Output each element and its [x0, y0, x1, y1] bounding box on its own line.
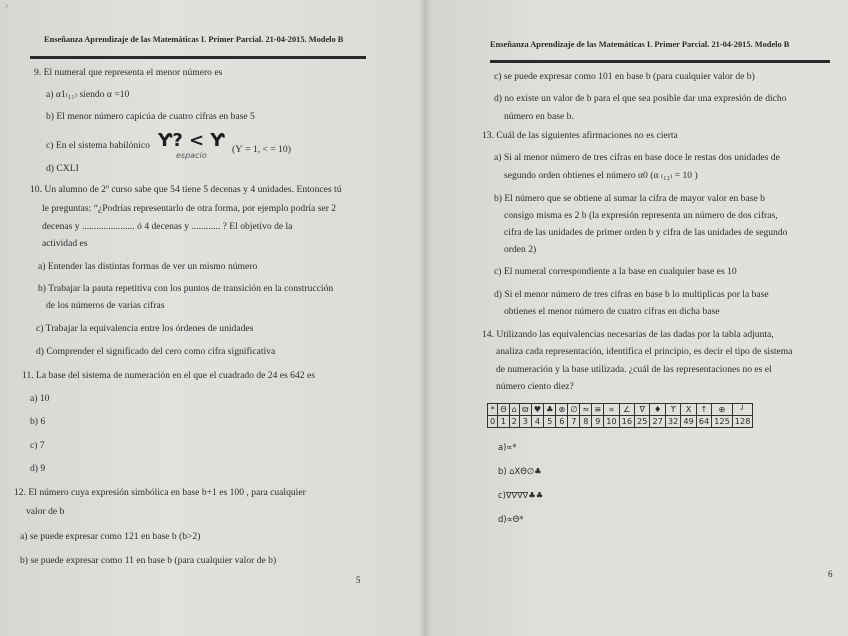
table-symbol-cell: Θ [498, 404, 509, 416]
q14-line4: número ciento diez? [496, 381, 574, 392]
q14-option-b: b) ⌂XΘ∅♣ [498, 466, 542, 476]
q10-line1: 10. Un alumno de 2º curso sabe que 54 tiene 5 decenas y 4 unidades. Entonces tú [30, 184, 342, 195]
table-value-cell: 10 [604, 416, 619, 428]
table-value-cell: 0 [488, 416, 498, 428]
q10-line4: actividad es [42, 238, 88, 249]
q12-option-a: a) se puede expresar como 121 en base b (b>2) [20, 531, 201, 542]
babylonian-symbols: Ƴ? < Ƴ [158, 130, 225, 151]
q14-line2: analiza cada representación, identifica el principio, es decir el tipo de sistema [496, 346, 793, 357]
q11-option-b: b) 6 [30, 416, 46, 427]
table-symbol-cell: ♦ [650, 404, 665, 416]
table-symbol-cell: ∝ [604, 404, 619, 416]
table-value-cell: 8 [580, 416, 592, 428]
table-value-cell: 125 [712, 416, 733, 428]
q10-line3: decenas y ...................... ó 4 decenas y ............ ? El objetivo de la [42, 221, 293, 232]
right-page [424, 0, 848, 636]
table-value-cell: 4 [531, 416, 543, 428]
q14-option-d: d)∝Θ* [498, 514, 524, 524]
q14-line3: de numeración y la base utilizada. ¿cuál de las representaciones no es el [496, 364, 772, 375]
q10-option-d: d) Comprender el significado del cero como cifra significativa [36, 346, 276, 357]
table-symbol-cell: ┘ [732, 404, 753, 416]
q13-option-a1: a) Si al menor número de tres cifras en base doce le restas dos unidades de [494, 152, 780, 163]
table-value-cell: 27 [650, 416, 665, 428]
table-symbol-cell: * [488, 404, 498, 416]
q12-line1: 12. El número cuya expresión simbólica en base b+1 es 100 , para cualquier [14, 487, 306, 498]
table-value-cell: 49 [681, 416, 696, 428]
q13-option-c: c) El numeral correspondiente a la base en cualquier base es 10 [494, 266, 737, 277]
q9-option-d: d) CXLI [46, 163, 79, 174]
q13-option-b3: cifra de las unidades de primer orden b y cifra de las unidades de segundo [504, 227, 788, 238]
table-value-cell: 32 [665, 416, 680, 428]
table-symbol-cell: ♣ [544, 404, 556, 416]
q12-line2: valor de b [26, 506, 65, 517]
table-value-cell: 6 [556, 416, 568, 428]
q9-option-b: b) El menor número capicúa de cuatro cifras en base 5 [46, 111, 255, 122]
q9-stem: 9. El numeral que representa el menor número es [34, 67, 223, 78]
q12-option-b: b) se puede expresar como 11 en base b (para cualquier valor de b) [20, 555, 277, 566]
table-symbol-cell: ↑ [696, 404, 711, 416]
table-symbol-cell: ♥ [531, 404, 543, 416]
q10-option-a: a) Entender las distintas formas de ver un mismo número [38, 261, 258, 272]
equivalence-table [487, 403, 753, 428]
q14-option-a: a)∝* [498, 442, 517, 452]
q10-option-c: c) Trabajar la equivalencia entre los órdenes de unidades [36, 323, 254, 334]
table-value-cell: 2 [509, 416, 519, 428]
table-symbol-cell: ⌂ [509, 404, 519, 416]
q10-option-b2: de los números de varias cifras [46, 300, 165, 311]
q13-option-a2: segundo orden obtienes el número α0 (α ₍₁₂₎ = 10 ) [504, 170, 698, 181]
table-value-cell: 9 [592, 416, 604, 428]
table-value-cell: 1 [498, 416, 509, 428]
q13-option-b1: b) El número que se obtiene al sumar la cifra de mayor valor en base b [494, 193, 765, 204]
table-value-cell: 64 [696, 416, 711, 428]
table-symbol-cell: ⊕ [712, 404, 733, 416]
q13-stem: 13. Cuál de las siguientes afirmaciones no es cierta [482, 130, 678, 141]
q10-option-b1: b) Trabajar la pauta repetitiva con los puntos de transición en la construcción [38, 283, 334, 294]
book-spine-shadow [418, 0, 432, 636]
q13-option-d1: d) Si el menor número de tres cifras en base b lo multiplicas por la base [494, 289, 769, 300]
left-header-rule [30, 56, 366, 59]
right-header: Enseñanza Aprendizaje de las Matemáticas I. Primer Parcial. 21-04-2015. Modelo B [490, 40, 790, 49]
table-value-cell: 25 [635, 416, 650, 428]
table-value-cell: 3 [519, 416, 531, 428]
table-symbol-cell: ∠ [619, 404, 634, 416]
table-symbol-row [488, 404, 753, 416]
table-symbol-cell: ∅ [568, 404, 580, 416]
table-symbol-cell: ≈ [580, 404, 592, 416]
q12-option-d1: d) no existe un valor de b para el que sea posible dar una expresión de dicho [494, 93, 787, 104]
corner-mark: ^ [5, 3, 9, 12]
q13-option-b4: orden 2) [504, 244, 537, 255]
table-symbol-cell: ⊗ [556, 404, 568, 416]
q13-option-d2: obtienes el menor número de cuatro cifras en dicha base [504, 306, 720, 317]
table-value-row [488, 416, 753, 428]
table-symbol-cell: ≡ [592, 404, 604, 416]
q14-line1: 14. Utilizando las equivalencias necesarias de las dadas por la tabla adjunta, [482, 329, 774, 340]
q9-option-a: a) α1₍₁₁₎ siendo α =10 [46, 89, 130, 100]
babylonian-legend: (Ƴ = 1, < = 10) [232, 144, 291, 155]
right-header-rule [490, 60, 830, 63]
right-page-number: 6 [828, 569, 833, 579]
q10-line2: le preguntas: “¿Podrías representarlo de otra forma, por ejemplo podría ser 2 [42, 203, 337, 214]
table-symbol-cell: X [681, 404, 696, 416]
table-value-cell: 128 [732, 416, 753, 428]
q14-option-c: c)∇∇∇∇♣♣ [498, 490, 544, 500]
table-symbol-cell: ϒ [665, 404, 680, 416]
q13-option-b2: consigo misma es 2 b (la expresión representa un número de dos cifras, [504, 210, 778, 221]
q11-option-d: d) 9 [30, 463, 46, 474]
q11-option-c: c) 7 [30, 440, 45, 451]
table-value-cell: 7 [568, 416, 580, 428]
table-value-cell: 5 [544, 416, 556, 428]
q12-option-d2: número en base b. [504, 111, 574, 122]
q9-option-c: c) En el sistema babilónico [46, 140, 150, 151]
left-page-number: 5 [356, 575, 361, 585]
table-value-cell: 16 [619, 416, 634, 428]
q11-option-a: a) 10 [30, 393, 50, 404]
handwritten-note: espacio [176, 151, 207, 160]
table-symbol-cell: ∇ [635, 404, 650, 416]
q12-option-c: c) se puede expresar como 101 en base b (para cualquier valor de b) [494, 71, 755, 82]
table-symbol-cell: ϖ [519, 404, 531, 416]
q11-stem: 11. La base del sistema de numeración en el que el cuadrado de 24 es 642 es [22, 370, 315, 381]
left-header: Enseñanza Aprendizaje de las Matemáticas I. Primer Parcial. 21-04-2015. Modelo B [44, 35, 344, 44]
